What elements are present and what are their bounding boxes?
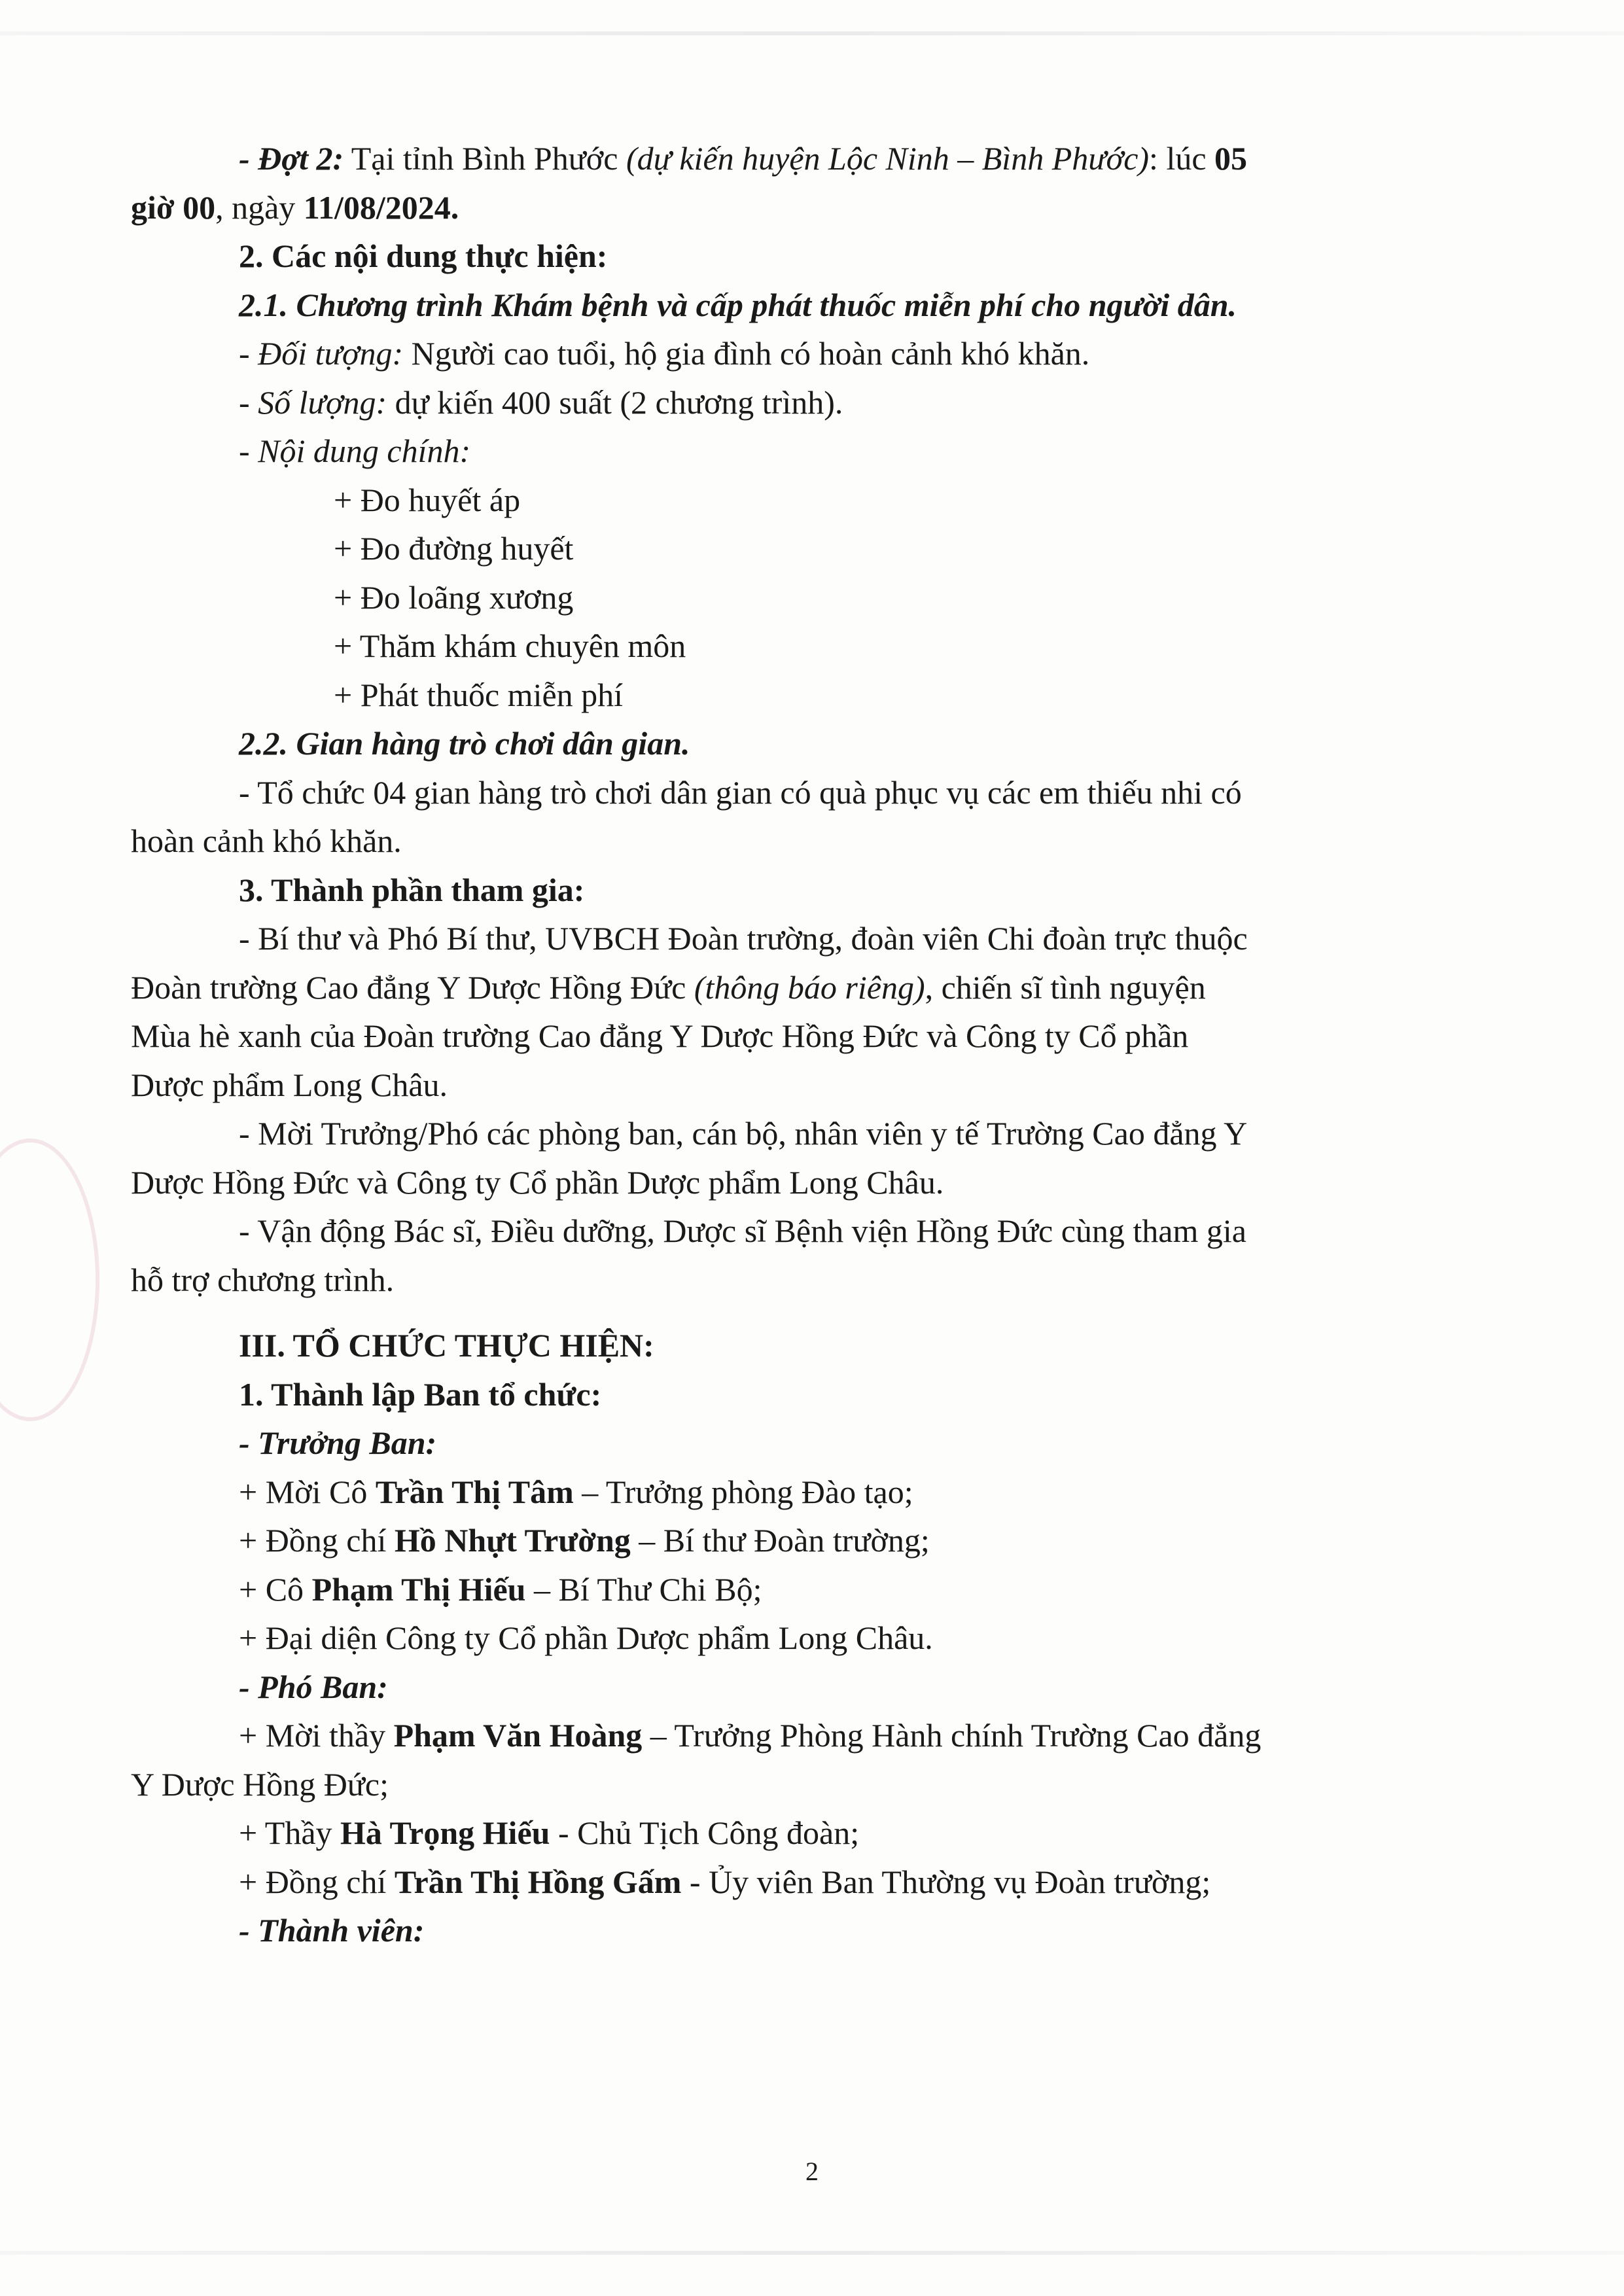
paragraph-line: Mùa hè xanh của Đoàn trường Cao đẳng Y Dược Hồng Đức và Công ty Cổ phần	[131, 1017, 1189, 1054]
page-number: 2	[805, 2157, 819, 2186]
paragraph-line: Dược Hồng Đức và Công ty Cổ phần Dược phẩm Long Châu.	[131, 1163, 944, 1201]
paragraph-line: hoàn cảnh khó khăn.	[131, 822, 402, 859]
deputy-member-cont: Y Dược Hồng Đức;	[131, 1765, 389, 1803]
paragraph-dot-2: - Đợt 2: Tại tỉnh Bình Phước (dự kiến huyện Lộc Ninh – Bình Phước): lúc 05	[239, 140, 1248, 177]
section-2-2-heading: 2.2. Gian hàng trò chơi dân gian.	[239, 725, 690, 762]
section-III-1-heading: 1. Thành lập Ban tổ chức:	[239, 1375, 602, 1413]
list-item: + Đo đường huyết	[334, 530, 574, 567]
section-3-heading: 3. Thành phần tham gia:	[239, 871, 585, 908]
section-III-heading: III. TỔ CHỨC THỰC HIỆN:	[239, 1327, 654, 1364]
document-body	[131, 134, 1413, 1955]
target-line: - Đối tượng: Người cao tuổi, hộ gia đình có hoàn cảnh khó khăn.	[239, 335, 1090, 372]
section-2-1-heading: 2.1. Chương trình Khám bệnh và cấp phát thuốc miễn phí cho người dân.	[239, 286, 1237, 323]
paragraph-line: Đoàn trường Cao đẳng Y Dược Hồng Đức (thông báo riêng), chiến sĩ tình nguyện	[131, 968, 1206, 1006]
paragraph-dot-2-cont: giờ 00, ngày 11/08/2024.	[131, 188, 459, 226]
paragraph-line: - Tổ chức 04 gian hàng trò chơi dân gian có quà phục vụ các em thiếu nhi có	[239, 773, 1242, 811]
deputy-member: + Thầy Hà Trọng Hiếu - Chủ Tịch Công đoàn;	[239, 1814, 860, 1851]
list-item: + Đo loãng xương	[334, 578, 574, 616]
stamp-bleedthrough	[0, 1139, 99, 1421]
quantity-line: - Số lượng: dự kiến 400 suất (2 chương trình).	[239, 383, 843, 421]
head-member: + Đại diện Công ty Cổ phần Dược phẩm Long Châu.	[239, 1619, 933, 1656]
paragraph-line: Dược phẩm Long Châu.	[131, 1066, 448, 1103]
section-2-heading: 2. Các nội dung thực hiện:	[239, 238, 608, 274]
scan-artifact	[0, 31, 1624, 35]
list-item: + Đo huyết áp	[334, 481, 521, 518]
deputy-label: - Phó Ban:	[239, 1668, 388, 1705]
paragraph-line: - Bí thư và Phó Bí thư, UVBCH Đoàn trường, đoàn viên Chi đoàn trực thuộc	[239, 920, 1248, 957]
head-label: - Trưởng Ban:	[239, 1424, 437, 1461]
list-item: + Thăm khám chuyên môn	[334, 627, 686, 664]
deputy-member: + Mời thầy Phạm Văn Hoàng – Trưởng Phòng Hành chính Trường Cao đẳng	[239, 1717, 1262, 1754]
content-label: - Nội dung chính:	[239, 433, 471, 469]
deputy-member: + Đồng chí Trần Thị Hồng Gấm - Ủy viên Ban Thường vụ Đoàn trường;	[239, 1863, 1211, 1900]
scan-artifact	[0, 2251, 1624, 2255]
paragraph-line: - Mời Trưởng/Phó các phòng ban, cán bộ, nhân viên y tế Trường Cao đẳng Y	[239, 1115, 1248, 1152]
list-item: + Phát thuốc miễn phí	[334, 676, 624, 713]
paragraph-line: hỗ trợ chương trình.	[131, 1261, 395, 1298]
head-member: + Đồng chí Hồ Nhựt Trường – Bí thư Đoàn trường;	[239, 1522, 930, 1559]
members-label: - Thành viên:	[239, 1912, 425, 1949]
paragraph-line: - Vận động Bác sĩ, Điều dưỡng, Dược sĩ Bệnh viện Hồng Đức cùng tham gia	[239, 1212, 1246, 1249]
head-member: + Mời Cô Trần Thị Tâm – Trưởng phòng Đào tạo;	[239, 1473, 913, 1510]
head-member: + Cô Phạm Thị Hiếu – Bí Thư Chi Bộ;	[239, 1570, 762, 1608]
